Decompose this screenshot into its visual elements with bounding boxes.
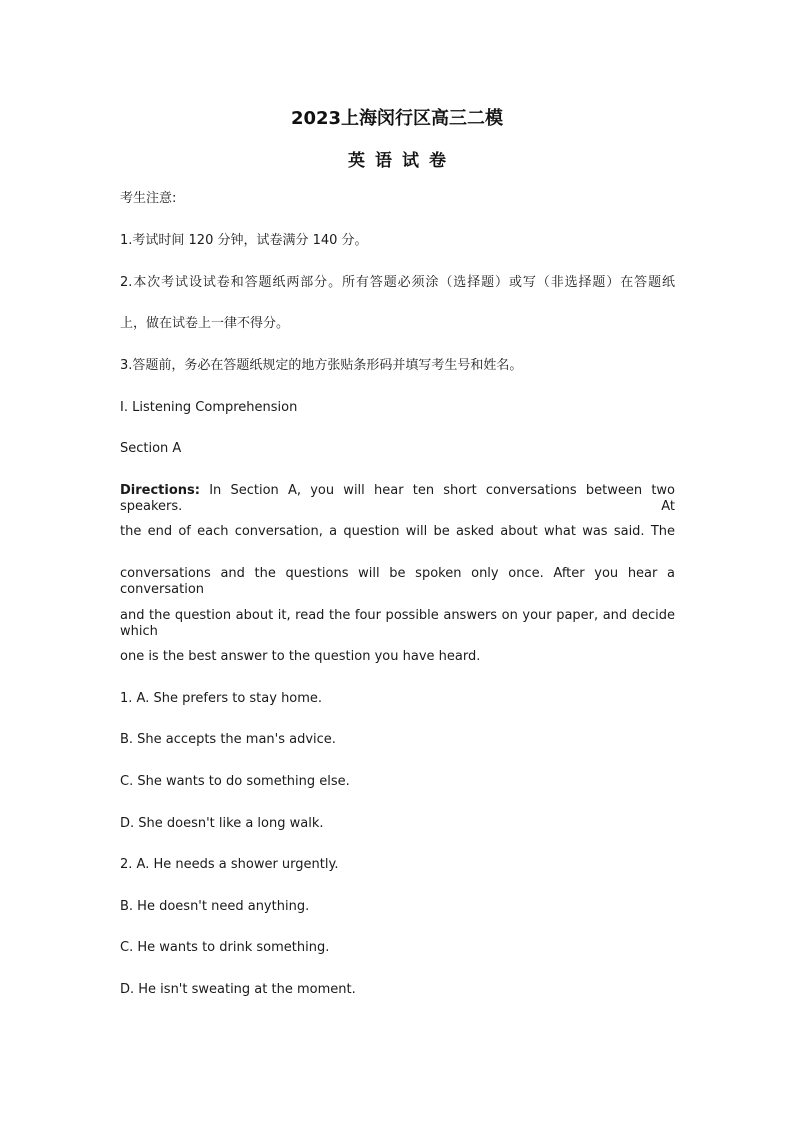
- notice-heading: 考生注意:: [120, 191, 177, 206]
- notice-item-2: 2.本次考试设试卷和答题纸两部分。所有答题必须涂（选择题）或写（非选择题）在答题纸: [120, 275, 675, 290]
- exam-title: 2023上海闵行区高三二模: [290, 108, 504, 129]
- section-heading: Section A: [120, 441, 182, 456]
- question-1-option-b: B. She accepts the man's advice.: [120, 732, 336, 747]
- notice-item-2-cont: 上，做在试卷上一律不得分。: [120, 316, 290, 331]
- exam-subtitle: 英语试卷: [348, 151, 456, 171]
- question-1-option-a: 1. A. She prefers to stay home.: [120, 691, 323, 706]
- notice-item-3: 3.答题前，务必在答题纸规定的地方张贴条形码并填写考生号和姓名。: [120, 358, 523, 373]
- directions-text-1: In Section A, you will hear ten short conversations between two speakers. At: [120, 483, 675, 514]
- notice-item-1: 1.考试时间 120 分钟，试卷满分 140 分。: [120, 233, 368, 248]
- part-heading: I. Listening Comprehension: [120, 400, 298, 415]
- question-1-option-d: D. She doesn't like a long walk.: [120, 816, 324, 831]
- question-2-option-d: D. He isn't sweating at the moment.: [120, 982, 356, 997]
- question-2-option-c: C. He wants to drink something.: [120, 940, 330, 955]
- question-2-option-b: B. He doesn't need anything.: [120, 899, 310, 914]
- question-1-option-c: C. She wants to do something else.: [120, 774, 350, 789]
- directions-line-2: the end of each conversation, a question will be asked about what was said. The: [120, 524, 675, 539]
- directions-label: Directions:: [120, 483, 200, 498]
- question-2-option-a: 2. A. He needs a shower urgently.: [120, 857, 339, 872]
- directions-line-3: conversations and the questions will be spoken only once. After you hear a conversation: [120, 566, 675, 597]
- directions-line-5: one is the best answer to the question you have heard.: [120, 649, 481, 664]
- directions-line-4: and the question about it, read the four possible answers on your paper, and decide which: [120, 608, 675, 639]
- directions-line-1: [120, 483, 675, 515]
